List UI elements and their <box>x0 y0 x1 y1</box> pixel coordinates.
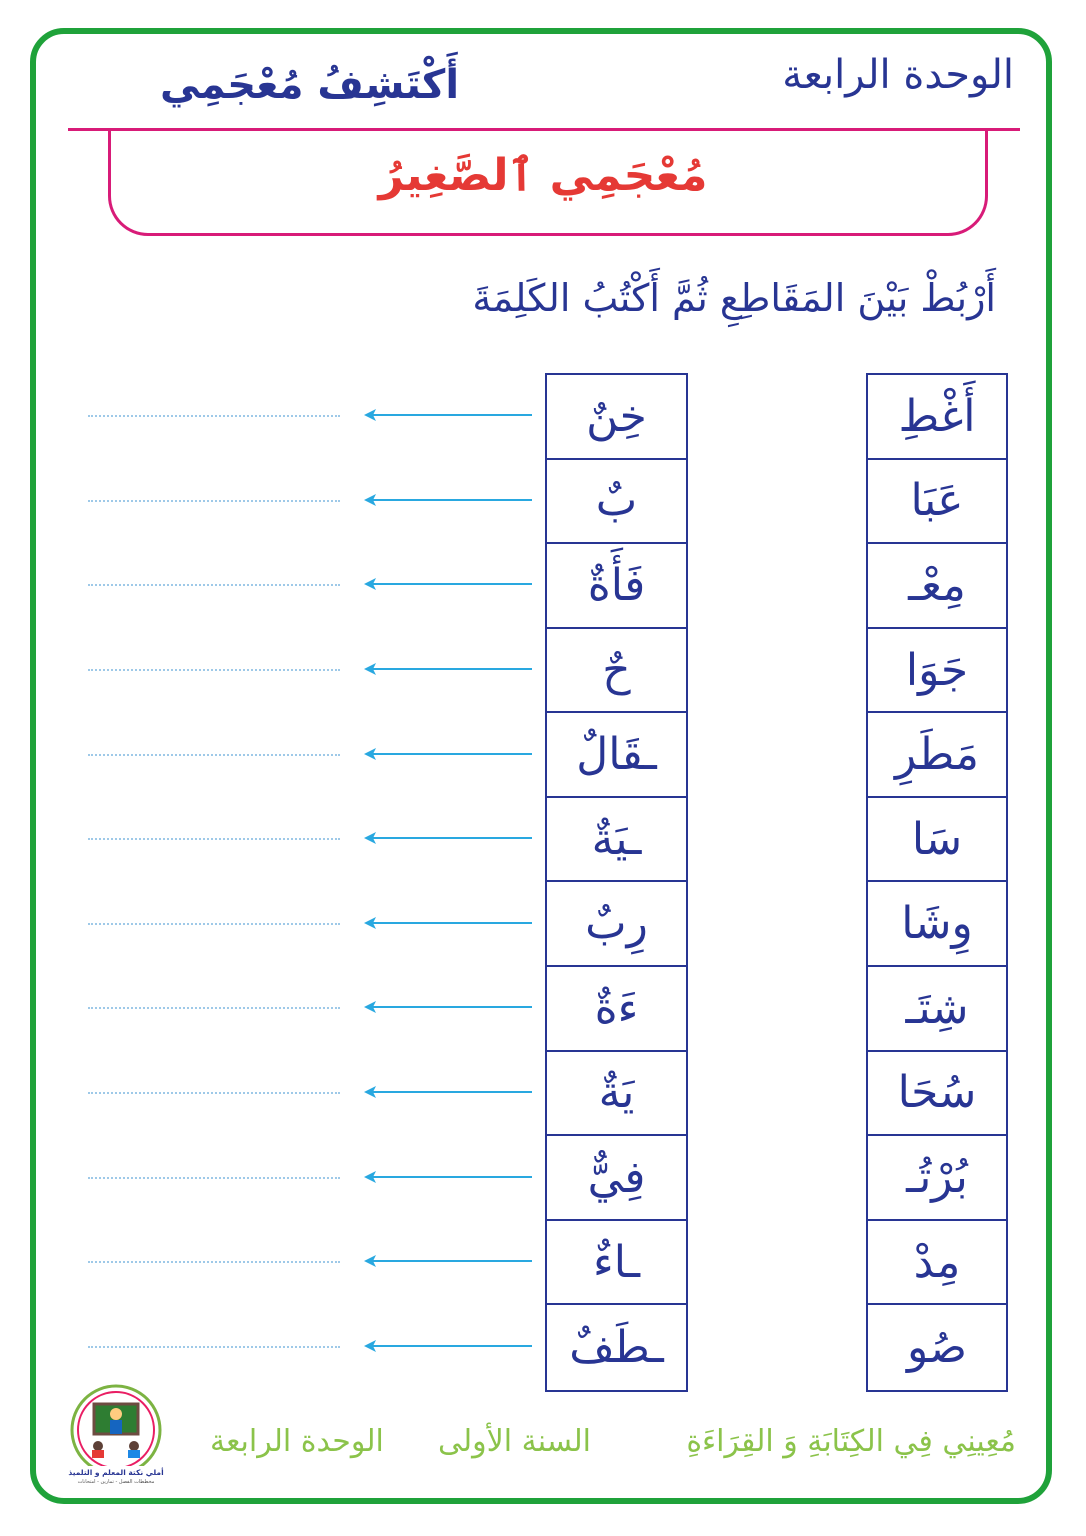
left-arrow-icon <box>364 1339 532 1353</box>
answer-line[interactable] <box>88 1261 340 1263</box>
answer-line[interactable] <box>88 1177 340 1179</box>
left-arrow-icon <box>364 916 532 930</box>
first-syllable-cell[interactable]: مَطَرِ <box>868 713 1006 798</box>
left-arrow-icon <box>364 1000 532 1014</box>
second-syllable-cell[interactable]: ـقَالٌ <box>547 713 686 798</box>
second-syllable-cell[interactable]: ءَةٌ <box>547 967 686 1052</box>
first-syllable-cell[interactable]: مِعْـ <box>868 544 1006 629</box>
unit-heading: الوحدة الرابعة <box>782 52 1014 98</box>
answer-line[interactable] <box>88 1346 340 1348</box>
left-arrow-icon <box>364 493 532 507</box>
answer-line[interactable] <box>88 1092 340 1094</box>
answer-line[interactable] <box>88 500 340 502</box>
answer-line[interactable] <box>88 669 340 671</box>
second-syllable-cell[interactable]: ـاءٌ <box>547 1221 686 1306</box>
second-syllable-cell[interactable]: يَةٌ <box>547 1052 686 1137</box>
answer-line[interactable] <box>88 584 340 586</box>
first-syllable-cell[interactable]: بُرْتُـ <box>868 1136 1006 1221</box>
first-syllable-cell[interactable]: أَغْطِ <box>868 375 1006 460</box>
left-arrow-icon <box>364 408 532 422</box>
left-arrow-icon <box>364 831 532 845</box>
first-syllable-cell[interactable]: سَا <box>868 798 1006 883</box>
second-syllable-cell[interactable]: حٌ <box>547 629 686 714</box>
first-syllable-cell[interactable]: صُو <box>906 1322 968 1374</box>
first-syllables-column <box>866 373 1008 1392</box>
answer-line[interactable] <box>88 754 340 756</box>
publisher-logo <box>64 1384 168 1488</box>
footer-book-title: مُعِينِي فِي الكِتَابَةِ وَ القِرَاءَةِ <box>686 1424 1016 1459</box>
second-syllable-cell[interactable]: خِنٌ <box>547 375 686 460</box>
answer-line[interactable] <box>88 923 340 925</box>
first-syllable-cell[interactable]: مِدْ <box>868 1221 1006 1306</box>
second-syllables-column <box>545 373 688 1392</box>
second-syllable-cell[interactable]: ـطَفٌ <box>569 1322 664 1374</box>
lesson-heading: أَكْتَشِفُ مُعْجَمِي <box>160 62 460 108</box>
banner-title: مُعْجَمِي ٱلصَّغِيرُ <box>378 150 708 201</box>
left-arrow-icon <box>364 747 532 761</box>
left-arrow-icon <box>364 1170 532 1184</box>
left-arrow-icon <box>364 1254 532 1268</box>
left-arrow-icon <box>364 577 532 591</box>
second-syllable-cell[interactable]: ـيَةٌ <box>547 798 686 883</box>
second-syllable-cell[interactable]: فِيٌّ <box>547 1136 686 1221</box>
answer-line[interactable] <box>88 415 340 417</box>
first-syllable-cell[interactable]: شِتَـ <box>868 967 1006 1052</box>
footer-unit: الوحدة الرابعة <box>210 1424 384 1459</box>
exercise-instruction: أَرْبُطْ بَيْنَ المَقَاطِعِ ثُمَّ أَكْتُبُ الكَلِمَةَ <box>472 276 996 320</box>
first-syllable-cell[interactable]: وِشَا <box>868 883 1006 968</box>
logo-subtitle: مخططات الفصل - تمارين - امتحانات <box>77 1479 155 1485</box>
second-syllable-cell[interactable]: بٌ <box>547 460 686 545</box>
first-syllable-cell[interactable]: سُحَا <box>868 1052 1006 1137</box>
logo-text: أملي نكتة المعلم و التلميذ <box>68 1468 164 1477</box>
second-syllable-cell[interactable]: فَأَةٌ <box>547 544 686 629</box>
left-arrow-icon <box>364 662 532 676</box>
second-syllable-cell[interactable]: رِبٌ <box>547 883 686 968</box>
answer-line[interactable] <box>88 838 340 840</box>
answer-line[interactable] <box>88 1007 340 1009</box>
first-syllable-cell[interactable]: عَبَا <box>868 460 1006 545</box>
footer-year: السنة الأولى <box>438 1424 591 1459</box>
left-arrow-icon <box>364 1085 532 1099</box>
first-syllable-cell[interactable]: جَوَا <box>868 629 1006 714</box>
